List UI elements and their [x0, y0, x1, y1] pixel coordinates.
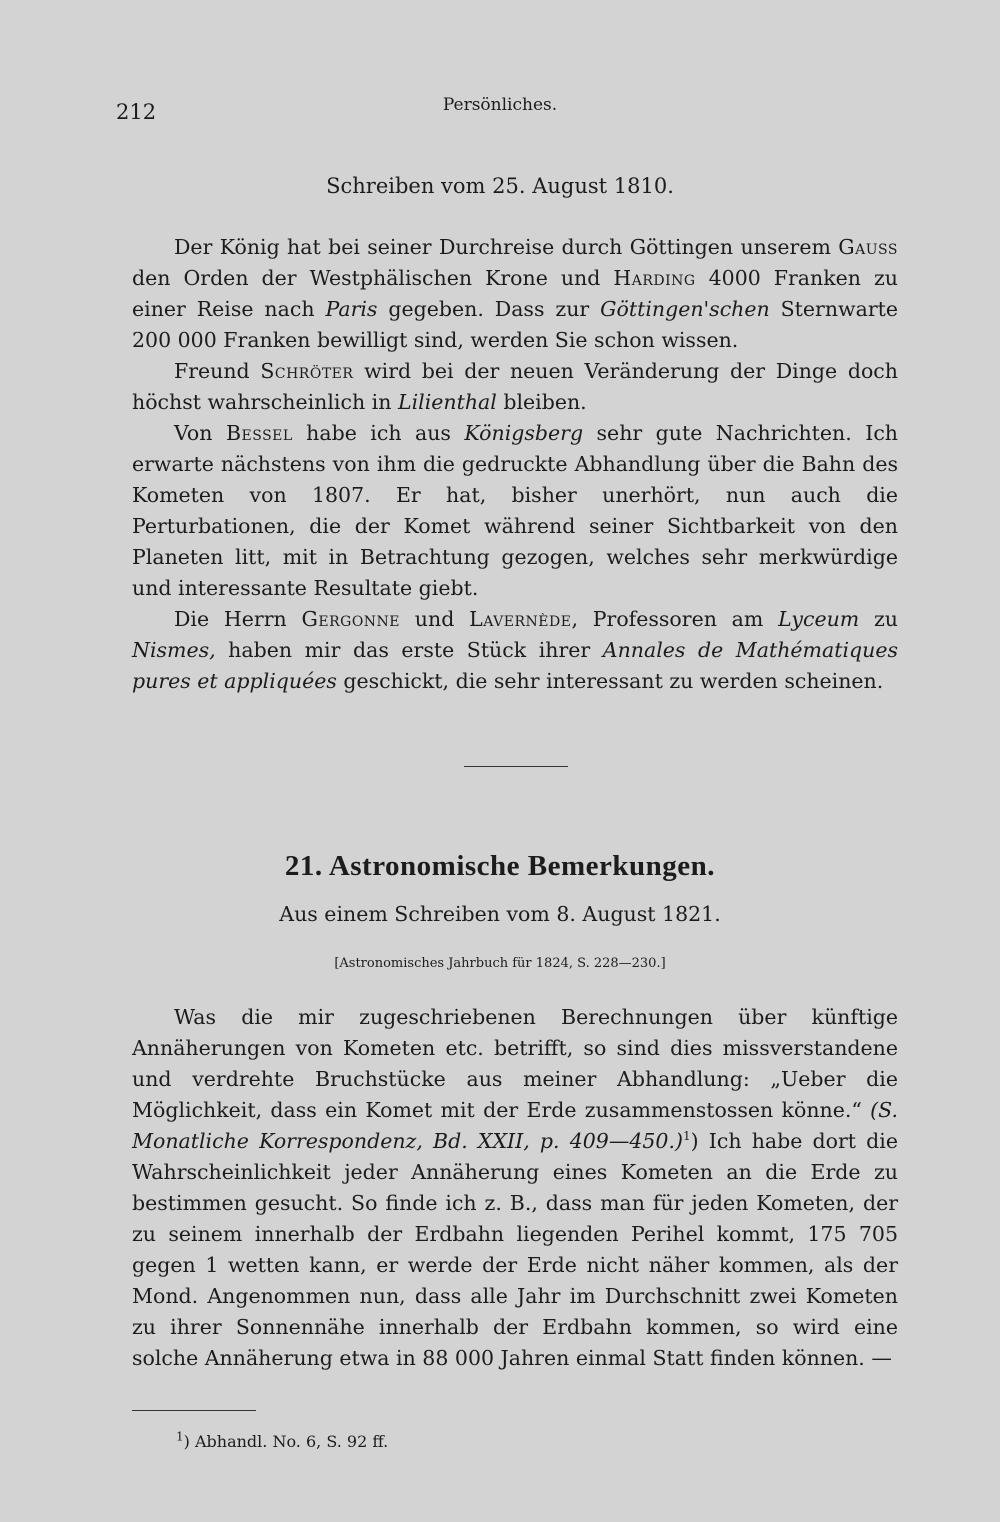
page-number: 212	[116, 100, 157, 124]
running-title: Persönliches.	[442, 95, 558, 115]
section-divider	[464, 766, 568, 767]
footnote	[176, 1429, 389, 1451]
place-name: Paris	[325, 297, 378, 321]
place-name: Göttingen'schen	[600, 297, 770, 321]
letter-body	[132, 232, 898, 697]
person-name: Lavernède	[469, 607, 572, 631]
footnote-marker: 1	[176, 1429, 184, 1444]
paragraph: Der König hat bei seiner Durchreise durch Göttingen unserem Gauss den Orden der Westphälischen Krone und Harding 4000 Franken zu einer Reise nach Paris gegeben. Dass zur Göttingen'schen Sternwarte 200 000 Franken bewilligt sind, werden Sie schon wissen.	[132, 235, 898, 352]
paragraph: Was die mir zugeschriebenen Berechnungen über künftige Annäherungen von Kometen etc. betrifft, so sind dies missverstandene und verdrehte Bruchstücke aus meiner Abhandlung: „Ueber die Möglichkeit, dass ein Komet mit der Erde zusammenstossen könne.“ (S. Monatliche Korrespondenz, Bd. XXII, p. 409—450.)$^1$) Ich habe dort die Wahrscheinlichkeit jeder Annäherung eines Kometen an die Erde zu bestimmen gesucht. So finde ich z. B., dass man für jeden Kometen, der zu seinem innerhalb der Erdbahn liegenden Perihel kommt, 175 705 gegen 1 wetten kann, er werde der Erde nicht näher kommen, als der Mond. Angenommen nun, dass alle Jahr im Durchschnitt zwei Kometen zu ihrer Sonnennähe innerhalb der Erdbahn kommen, so wird eine solche Annäherung etwa in 88 000 Jahren einmal Statt finden können. —	[132, 1005, 898, 1370]
person-name: Bessel	[225, 421, 293, 445]
footnote-marker: 1	[682, 1129, 691, 1144]
person-name: Schröter	[260, 359, 354, 383]
paragraph: Die Herrn Gergonne und Lavernède, Professoren am Lyceum zu Nismes, haben mir das erste Stück ihrer Annales de Mathématiques pures et appliquées geschickt, die sehr interessant zu werden scheinen.	[132, 607, 899, 693]
person-name: Gergonne	[301, 607, 401, 631]
person-name: Harding	[613, 266, 696, 290]
footnote-rule	[132, 1410, 256, 1411]
section-source: [Astronomisches Jahrbuch für 1824, S. 228—230.]	[334, 956, 666, 971]
paragraph: Von Bessel habe ich aus Königsberg sehr gute Nachrichten. Ich erwarte nächstens von ihm die gedruckte Abhandlung über die Bahn des Kometen von 1807. Er hat, bisher unerhört, nun auch die Perturbationen, die der Komet während seiner Sichtbarkeit von den Planeten litt, mit in Betrachtung gezogen, welches sehr merkwürdige und interessante Resultate giebt.	[132, 421, 899, 600]
person-name: Gauss	[838, 235, 898, 259]
footnote-text: ) Abhandl. No. 6, S. 92 ff.	[183, 1432, 389, 1451]
place-name: Lilienthal	[397, 390, 497, 414]
paragraph: Freund Schröter wird bei der neuen Veränderung der Dinge doch höchst wahrscheinlich in Lilienthal bleiben.	[132, 359, 898, 414]
section-title: 21. Astronomische Bemerkungen.	[284, 850, 716, 882]
institution-name: Lyceum	[778, 607, 860, 631]
place-name: Königsberg	[464, 421, 584, 445]
letter-heading: Schreiben vom 25. August 1810.	[326, 174, 674, 198]
section-subtitle: Aus einem Schreiben vom 8. August 1821.	[279, 902, 721, 926]
journal-title: Annales de Mathématiques pures et appliquées	[132, 638, 898, 693]
place-name: Nismes,	[132, 638, 216, 662]
citation: (S. Monatliche Korrespondenz, Bd. XXII, p. 409—450.)	[132, 1098, 898, 1153]
section-body	[132, 1002, 898, 1374]
